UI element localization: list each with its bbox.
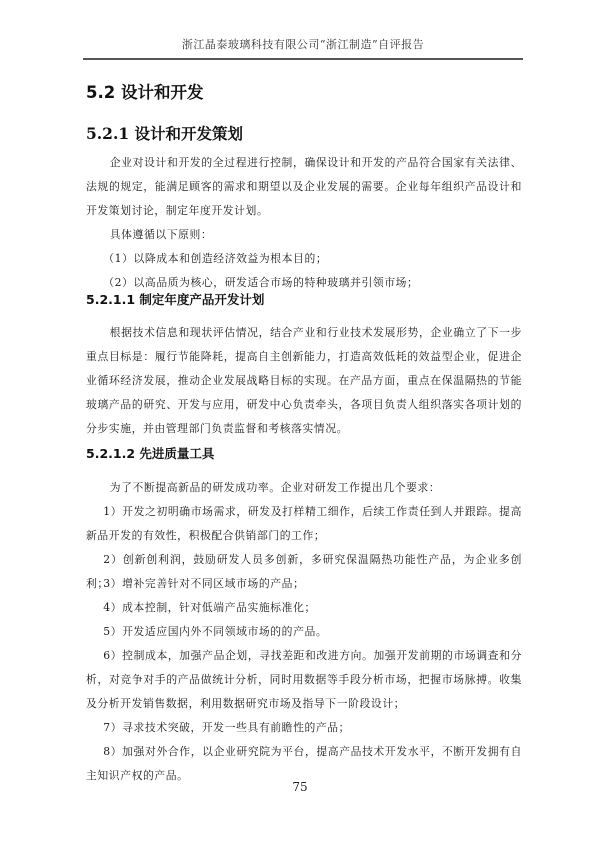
list-item-requirement-1: 1）开发之初明确市场需求，研发及打样精工细作，后续工作责任到人并跟踪。提高新品开发的有效性，积极配合供销部门的工作；: [86, 505, 522, 542]
section-heading-5-2-1-2: 5.2.1.2 先进质量工具: [86, 446, 215, 461]
list-item-requirement-4: 4）成本控制，针对低端产品实施标准化；: [103, 601, 316, 614]
section-heading-5-2: 5.2 设计和开发: [86, 83, 204, 102]
page-header: 浙江晶泰玻璃科技有限公司“浙江制造”自评报告: [181, 38, 425, 51]
list-item-principle-2: （2）以高品质为核心，研发适合市场的特种玻璃并引领市场；: [103, 276, 419, 289]
section-heading-5-2-1-1: 5.2.1.1 制定年度产品开发计划: [86, 292, 265, 307]
list-item-requirement-3: 3）增补完善针对不同区域市场的产品；: [103, 577, 305, 590]
list-item-requirement-2: 2）创新创利润，鼓励研发人员多创新，多研究保温隔热功能性产品，为企业多创利；: [86, 553, 522, 590]
page-number: 75: [292, 780, 308, 794]
list-item-requirement-6: 6）控制成本，加强产品企划，寻找差距和改进方向。加强开发前期的市场调查和分析，对竞争对手的产品做统计分析，同时用数据等手段分析市场，把握市场脉搏。收集及分析开发销售数据，利用数据研究市场及指导下一阶段设计；: [86, 649, 522, 710]
list-item-requirement-5: 5）开发适应国内外不同领域市场的的产品。: [103, 625, 328, 638]
paragraph-principles-intro: 具体遵循以下原则：: [109, 228, 213, 241]
list-item-requirement-7: 7）寻求技术突破，开发一些具有前瞻性的产品；: [103, 721, 351, 734]
header-divider: [83, 58, 523, 60]
list-item-principle-1: （1）以降成本和创造经济效益为根本目的；: [103, 252, 328, 265]
paragraph-design-control: 企业对设计和开发的全过程进行控制，确保设计和开发的产品符合国家有关法律、法规的规定，能满足顾客的需求和期望以及企业发展的需要。企业每年组织产品设计和开发策划讨论，制定年度开发计划。: [86, 156, 522, 217]
list-item-requirement-8: 8）加强对外合作，以企业研究院为平台，提高产品技术开发水平，不断开发拥有自主知识产权的产品。: [86, 745, 522, 782]
section-heading-5-2-1: 5.2.1 设计和开发策划: [86, 124, 244, 143]
paragraph-annual-plan: 根据技术信息和现状评估情况，结合产业和行业技术发展形势，企业确立了下一步重点目标是：履行节能降耗，提高自主创新能力，打造高效低耗的效益型企业，促进企业循环经济发展，推动企业发展战略目标的实现。在产品方面，重点在保温隔热的节能玻璃产品的研究、开发与应用，研发中心负责牵头，各项目负责人组织落实各项计划的分步实施，并由管理部门负责监督和考核落实情况。: [86, 326, 522, 435]
paragraph-requirements-intro: 为了不断提高新品的研发成功率。企业对研发工作提出几个要求：: [109, 481, 441, 494]
